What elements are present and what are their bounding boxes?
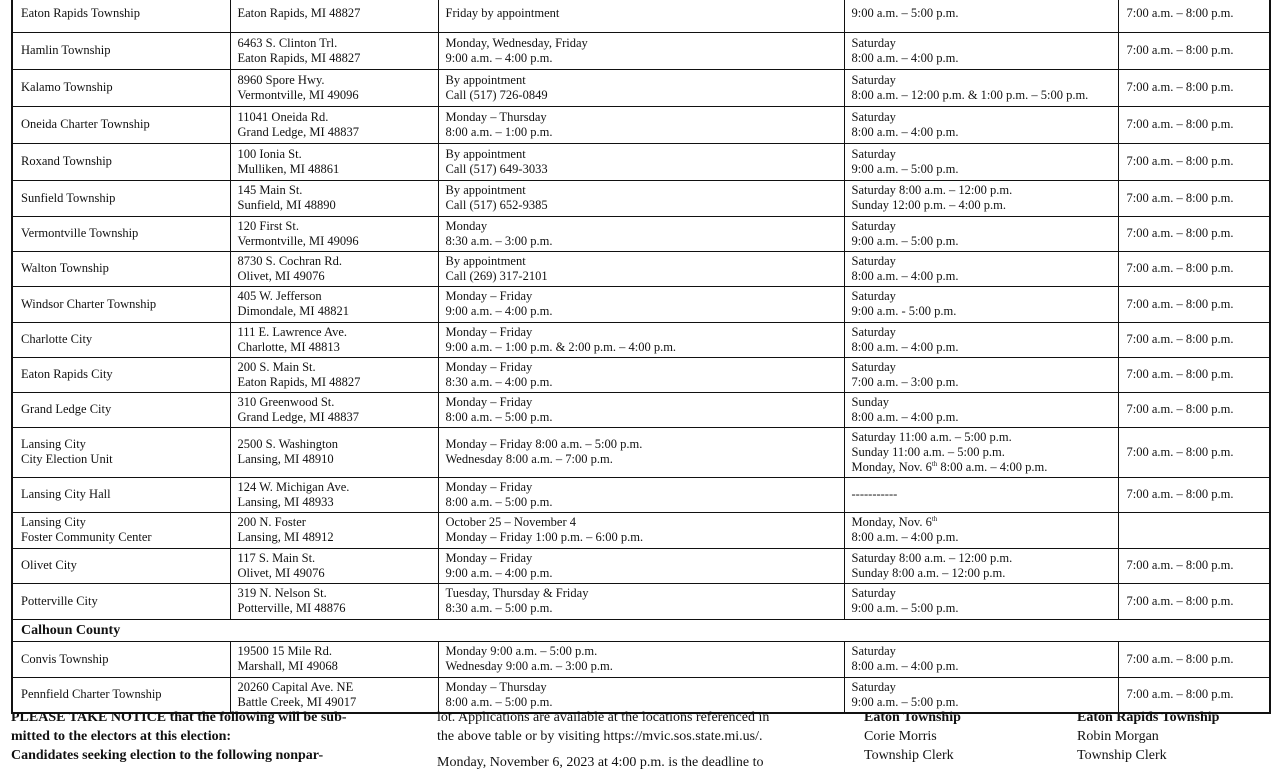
office-hours-line: Monday 9:00 a.m. – 5:00 p.m. [445,644,598,658]
address-line: 20260 Capital Ave. NE [237,679,354,694]
clerk-township: Eaton Township [864,710,961,725]
address-line: 117 S. Main St. [237,550,316,565]
address-line: 200 N. Foster [237,515,306,529]
weekend-hours [844,106,1118,143]
weekend-hours-line: 9:00 a.m. – 5:00 p.m. [851,694,959,709]
weekend-hours [844,0,1118,32]
notice-line: the above table or by visiting https://mvic.sos.state.mi.us/. [437,729,763,744]
address-line: Lansing, MI 48933 [237,494,334,509]
election-day-hours: 7:00 a.m. – 8:00 p.m. [1118,286,1270,322]
office-hours [438,69,844,106]
office-hours-line: Monday – Friday [445,324,533,339]
weekend-hours-line: 8:00 a.m. – 4:00 p.m. [851,124,959,139]
address-line: Sunfield, MI 48890 [237,198,336,212]
office-hours [438,583,844,619]
weekend-hours [844,427,1118,477]
office-hours-line: Call (517) 649-3033 [445,161,548,176]
office-hours [438,106,844,143]
weekend-hours [844,251,1118,286]
address-line: 8960 Spore Hwy. [237,72,325,87]
election-day-hours: 7:00 a.m. – 8:00 p.m. [1118,0,1270,32]
weekend-hours-line: 8:00 a.m. – 4:00 p.m. [851,409,959,424]
office-hours-line: 9:00 a.m. – 1:00 p.m. & 2:00 p.m. – 4:00 p.m. [445,339,677,354]
jurisdiction-name: Walton Township [12,251,230,286]
address-line: 6463 S. Clinton Trl. [237,35,338,50]
clerk-signature-eaton-rapids [1077,708,1277,765]
clerk-name: Corie Morris [864,729,937,744]
notice-column-1 [11,708,416,765]
weekend-hours-line: 8:00 a.m. – 4:00 p.m. [851,50,959,65]
weekend-hours-line: 9:00 a.m. – 5:00 p.m. [851,161,959,176]
table-row [12,477,1270,512]
office-hours-line: Monday – Friday [445,394,533,409]
table-row [12,286,1270,322]
weekend-hours-line: Saturday 8:00 a.m. – 12:00 p.m. [851,183,1013,197]
weekend-hours-line: ----------- [851,487,898,501]
clerk-title: Township Clerk [1077,748,1167,763]
office-hours-line: 8:30 a.m. – 4:00 p.m. [445,374,553,389]
office-hours-line: 9:00 a.m. – 4:00 p.m. [445,304,553,318]
office-hours-line: 8:00 a.m. – 5:00 p.m. [445,494,553,509]
office-hours-line: 9:00 a.m. – 4:00 p.m. [445,565,553,580]
address-line: 319 N. Nelson St. [237,586,327,600]
weekend-hours [844,392,1118,427]
address-line: Charlotte, MI 48813 [237,339,340,354]
office-hours [438,286,844,322]
election-day-hours: 7:00 a.m. – 8:00 p.m. [1118,548,1270,583]
office-hours [438,216,844,251]
weekend-hours-line: Saturday [851,253,896,268]
weekend-hours-line: Monday, Nov. 6th 8:00 a.m. – 4:00 p.m. [851,459,1048,474]
office-hours-line: Call (517) 652-9385 [445,198,548,212]
weekend-hours-line: 9:00 a.m. – 5:00 p.m. [851,233,959,248]
office-hours [438,251,844,286]
address-line: Battle Creek, MI 49017 [237,694,357,709]
table-row [12,69,1270,106]
weekend-hours [844,322,1118,357]
address [230,251,438,286]
office-hours [438,0,844,32]
office-hours-line: October 25 – November 4 [445,515,577,529]
table-row [12,548,1270,583]
office-hours-line: Monday – Friday [445,359,533,374]
address-line: Dimondale, MI 48821 [237,304,349,318]
weekend-hours-line: 7:00 a.m. – 3:00 p.m. [851,374,959,389]
weekend-hours-line: 8:00 a.m. – 12:00 p.m. & 1:00 p.m. – 5:00 p.m. [851,87,1089,102]
address-line: Lansing, MI 48912 [237,530,334,544]
address [230,32,438,69]
clerk-township: Eaton Rapids Township [1077,710,1220,725]
table-row [12,357,1270,392]
weekend-hours [844,641,1118,677]
election-day-hours: 7:00 a.m. – 8:00 p.m. [1118,477,1270,512]
office-hours-line: Monday, Wednesday, Friday [445,35,588,50]
weekend-hours [844,216,1118,251]
election-day-hours [1118,512,1270,548]
notice-column-2 [437,708,847,772]
table-body [12,0,1270,713]
office-hours-line: Monday – Friday 1:00 p.m. – 6:00 p.m. [445,530,644,544]
table-row [12,143,1270,180]
election-day-hours: 7:00 a.m. – 8:00 p.m. [1118,180,1270,216]
weekend-hours-line: 9:00 a.m. – 5:00 p.m. [851,601,959,615]
address [230,392,438,427]
office-hours-line: By appointment [445,146,526,161]
table-row [12,512,1270,548]
address-line: Vermontville, MI 49096 [237,87,359,102]
weekend-hours [844,477,1118,512]
office-hours-line: 8:30 a.m. – 5:00 p.m. [445,601,553,615]
weekend-hours [844,286,1118,322]
address [230,106,438,143]
jurisdiction-name: Olivet City [12,548,230,583]
clerk-name: Robin Morgan [1077,729,1159,744]
table-row [12,392,1270,427]
address-line: Marshall, MI 49068 [237,659,338,673]
jurisdiction-name: Eaton Rapids City [12,357,230,392]
election-day-hours: 7:00 a.m. – 8:00 p.m. [1118,69,1270,106]
address-line: 124 W. Michigan Ave. [237,479,350,494]
office-hours [438,180,844,216]
address [230,216,438,251]
office-hours-line: By appointment [445,183,526,197]
weekend-hours-line: Monday, Nov. 6th [851,514,938,529]
weekend-hours-line: Saturday 11:00 a.m. – 5:00 p.m. [851,429,1012,444]
jurisdiction-name: Grand Ledge City [12,392,230,427]
office-hours-line: Monday – Thursday [445,109,547,124]
address-line: 19500 15 Mile Rd. [237,644,332,658]
address-line: Potterville, MI 48876 [237,601,346,615]
weekend-hours [844,143,1118,180]
jurisdiction-name: Lansing City Hall [12,477,230,512]
address [230,512,438,548]
address-line: 310 Greenwood St. [237,394,335,409]
weekend-hours [844,180,1118,216]
election-day-hours: 7:00 a.m. – 8:00 p.m. [1118,427,1270,477]
office-hours-line: Tuesday, Thursday & Friday [445,586,589,600]
notice-line: mitted to the electors at this election: [11,729,232,744]
jurisdiction-name: Convis Township [12,641,230,677]
table-row [12,32,1270,69]
clerk-signature-eaton [864,708,1064,765]
table-row [12,216,1270,251]
table-row [12,0,1270,32]
election-day-hours: 7:00 a.m. – 8:00 p.m. [1118,32,1270,69]
jurisdiction-name: Lansing City Foster Community Center [12,512,230,548]
address-line: Eaton Rapids, MI 48827 [237,6,361,21]
address-line: Grand Ledge, MI 48837 [237,124,359,139]
election-hours-table-wrapper [11,0,1269,714]
jurisdiction-name: Kalamo Township [12,69,230,106]
address-line: 145 Main St. [237,183,303,197]
address-line: Olivet, MI 49076 [237,565,325,580]
address-line: 100 Ionia St. [237,146,302,161]
office-hours-line: 8:00 a.m. – 5:00 p.m. [445,694,553,709]
weekend-hours-line: 8:00 a.m. – 4:00 p.m. [851,339,959,354]
election-day-hours: 7:00 a.m. – 8:00 p.m. [1118,143,1270,180]
jurisdiction-name: Lansing City City Election Unit [12,427,230,477]
office-hours-line: Monday – Friday 8:00 a.m. – 5:00 p.m. [445,437,643,451]
election-day-hours: 7:00 a.m. – 8:00 p.m. [1118,106,1270,143]
weekend-hours-line: Saturday [851,109,896,124]
address [230,357,438,392]
address [230,286,438,322]
address-line: Mulliken, MI 48861 [237,161,340,176]
weekend-hours-line: Saturday [851,146,896,161]
jurisdiction-name: Potterville City [12,583,230,619]
office-hours-line: Call (269) 317-2101 [445,268,548,283]
table-row [12,583,1270,619]
table-row [12,641,1270,677]
election-day-hours: 7:00 a.m. – 8:00 p.m. [1118,677,1270,713]
jurisdiction-name: Hamlin Township [12,32,230,69]
jurisdiction-name: Vermontville Township [12,216,230,251]
weekend-hours-line: 8:00 a.m. – 4:00 p.m. [851,659,959,673]
weekend-hours-line: Saturday [851,35,896,50]
address [230,69,438,106]
office-hours-line: 8:30 a.m. – 3:00 p.m. [445,233,553,248]
office-hours-line: Wednesday 9:00 a.m. – 3:00 p.m. [445,659,613,673]
office-hours-line: Monday [445,218,488,233]
notice-line: lot. Applications are available at the locations referenced in [437,710,770,725]
address-line: 2500 S. Washington [237,437,339,451]
office-hours [438,641,844,677]
office-hours-line: Wednesday 8:00 a.m. – 7:00 p.m. [445,452,613,466]
office-hours-line: 8:00 a.m. – 1:00 p.m. [445,124,553,139]
office-hours-line: Monday – Friday [445,479,533,494]
election-day-hours: 7:00 a.m. – 8:00 p.m. [1118,357,1270,392]
address-line: Eaton Rapids, MI 48827 [237,374,361,389]
weekend-hours-line: Saturday [851,359,896,374]
address [230,477,438,512]
election-day-hours: 7:00 a.m. – 8:00 p.m. [1118,583,1270,619]
weekend-hours [844,583,1118,619]
address-line: 8730 S. Cochran Rd. [237,253,343,268]
office-hours [438,427,844,477]
address-line: Lansing, MI 48910 [237,452,334,466]
notice-section [11,708,1269,768]
weekend-hours-line: Sunday [851,394,889,409]
weekend-hours [844,32,1118,69]
office-hours-line: 9:00 a.m. – 4:00 p.m. [445,50,553,65]
jurisdiction-name: Roxand Township [12,143,230,180]
jurisdiction-name: Sunfield Township [12,180,230,216]
table-row [12,322,1270,357]
weekend-hours-line: Saturday [851,218,896,233]
address [230,427,438,477]
office-hours-line: Monday – Friday [445,550,533,565]
weekend-hours-line: Sunday 12:00 p.m. – 4:00 p.m. [851,198,1007,212]
jurisdiction-name: Charlotte City [12,322,230,357]
address-line: Grand Ledge, MI 48837 [237,409,359,424]
office-hours [438,392,844,427]
address [230,322,438,357]
election-day-hours: 7:00 a.m. – 8:00 p.m. [1118,251,1270,286]
address [230,0,438,32]
election-day-hours: 7:00 a.m. – 8:00 p.m. [1118,641,1270,677]
election-day-hours: 7:00 a.m. – 8:00 p.m. [1118,392,1270,427]
office-hours [438,322,844,357]
weekend-hours-line: 8:00 a.m. – 4:00 p.m. [851,530,959,544]
table-row [12,251,1270,286]
weekend-hours-line: Saturday [851,644,896,658]
address-line: 11041 Oneida Rd. [237,109,329,124]
weekend-hours [844,69,1118,106]
address [230,641,438,677]
weekend-hours [844,357,1118,392]
weekend-hours-line: 9:00 a.m. – 5:00 p.m. [851,6,959,21]
office-hours [438,32,844,69]
election-day-hours: 7:00 a.m. – 8:00 p.m. [1118,322,1270,357]
address-line: Eaton Rapids, MI 48827 [237,50,361,65]
jurisdiction-name: Windsor Charter Township [12,286,230,322]
address-line: 120 First St. [237,218,299,233]
office-hours-line: Monday – Friday [445,289,533,303]
weekend-hours-line: Sunday 8:00 a.m. – 12:00 p.m. [851,565,1006,580]
weekend-hours [844,548,1118,583]
office-hours [438,548,844,583]
election-day-hours: 7:00 a.m. – 8:00 p.m. [1118,216,1270,251]
table-row [12,106,1270,143]
office-hours-line: Monday – Thursday [445,679,547,694]
weekend-hours-line: Saturday [851,679,896,694]
address-line: Olivet, MI 49076 [237,268,325,283]
office-hours [438,477,844,512]
office-hours [438,512,844,548]
office-hours [438,357,844,392]
office-hours-line: Friday by appointment [445,6,560,21]
office-hours-line: Call (517) 726-0849 [445,87,548,102]
jurisdiction-name: Pennfield Charter Township [12,677,230,713]
address [230,143,438,180]
weekend-hours-line: Saturday [851,586,896,600]
weekend-hours-line: Sunday 11:00 a.m. – 5:00 p.m. [851,444,1005,459]
weekend-hours-line: Saturday [851,72,896,87]
office-hours-line: By appointment [445,253,526,268]
notice-line: Candidates seeking election to the following nonpar- [11,748,324,763]
table-row [12,180,1270,216]
weekend-hours [844,512,1118,548]
address-line: 405 W. Jefferson [237,289,322,303]
address [230,583,438,619]
address-line: 111 E. Lawrence Ave. [237,324,348,339]
weekend-hours-line: 9:00 a.m. - 5:00 p.m. [851,304,957,318]
county-header-row [12,619,1270,641]
address-line: 200 S. Main St. [237,359,316,374]
address [230,180,438,216]
notice-line: Monday, November 6, 2023 at 4:00 p.m. is the deadline to [437,755,764,770]
election-hours-table [11,0,1271,714]
weekend-hours-line: Saturday [851,324,896,339]
weekend-hours-line: 8:00 a.m. – 4:00 p.m. [851,268,959,283]
address [230,548,438,583]
clerk-title: Township Clerk [864,748,954,763]
jurisdiction-name: Oneida Charter Township [12,106,230,143]
county-name: Calhoun County [12,619,1270,641]
office-hours-line: By appointment [445,72,526,87]
table-row [12,427,1270,477]
weekend-hours-line: Saturday 8:00 a.m. – 12:00 p.m. [851,550,1013,565]
office-hours [438,143,844,180]
notice-line: PLEASE TAKE NOTICE that the following will be sub- [11,710,347,725]
weekend-hours-line: Saturday [851,289,896,303]
address-line: Vermontville, MI 49096 [237,233,359,248]
jurisdiction-name: Eaton Rapids Township [12,0,230,32]
office-hours-line: 8:00 a.m. – 5:00 p.m. [445,409,553,424]
